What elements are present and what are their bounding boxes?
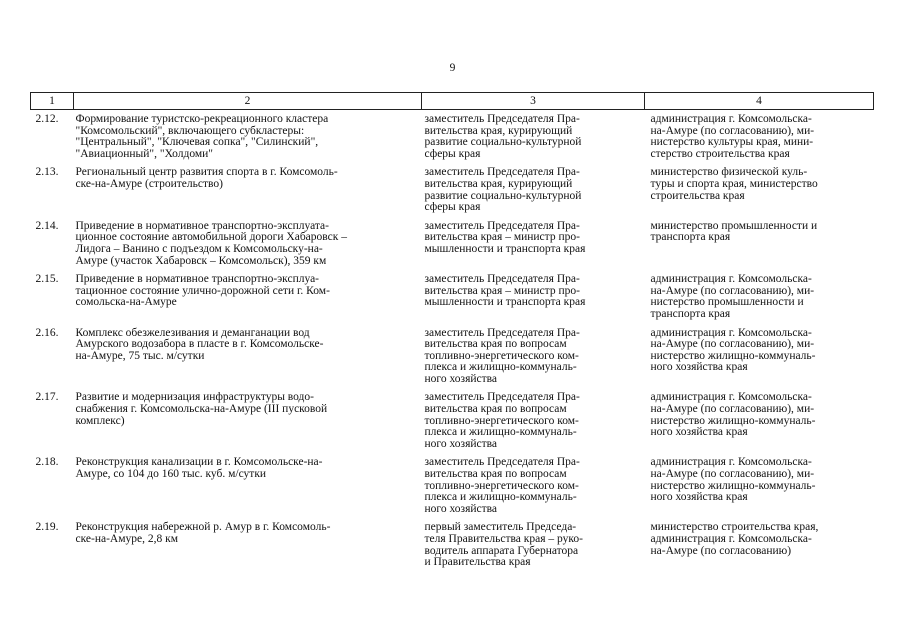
measure-name-line: "Авиационный", "Холдоми" [75, 147, 214, 160]
measure-number: 2.16. [35, 326, 59, 339]
measure-name-line: тационное состояние улично-дорожной сети г. Ком- [75, 284, 330, 297]
measure-name [74, 457, 422, 515]
executors [645, 392, 874, 450]
responsible-official-line: топливно-энергетического ком- [424, 414, 579, 427]
responsible-official-line: развитие социально-культурной [424, 136, 582, 149]
executors-line: нистерство жилищно-коммуналь- [650, 414, 816, 427]
measure-name-line: снабжения г. Комсомольска-на-Амуре (III пусковой [75, 403, 328, 416]
executors-line: администрация г. Комсомольска- [650, 326, 812, 339]
measure-name-line: Приведение в нормативное транспортно-эксплуа- [75, 273, 319, 286]
responsible-official-line: заместитель Председателя Пра- [424, 326, 580, 339]
measure-name-line: Развитие и модернизация инфраструктуры водо- [75, 391, 314, 404]
table-row [31, 392, 874, 450]
header-col-2: 2 [74, 93, 422, 110]
responsible-official-line: заместитель Председателя Пра- [424, 166, 580, 179]
executors-line: администрация г. Комсомольска- [650, 533, 812, 545]
measure-number: 2.12. [35, 113, 59, 125]
executors-line: транспорта края [650, 231, 731, 244]
executors-line: нистерство промышленности и [650, 296, 804, 309]
measure-name [74, 392, 422, 450]
measure-number: 2.18. [35, 456, 59, 469]
responsible-official [422, 221, 645, 267]
responsible-official-line: плекса и жилищно-коммуналь- [424, 491, 577, 504]
executors-line: министерство промышленности и [650, 219, 818, 232]
measure-name-line: ске-на-Амуре (строительство) [75, 177, 223, 190]
responsible-official-line: топливно-энергетического ком- [424, 479, 579, 492]
measure-number: 2.19. [35, 521, 59, 534]
executors-line: ного хозяйства края [650, 491, 748, 504]
measure-number: 2.14. [35, 219, 59, 232]
executors-line: ного хозяйства края [650, 361, 748, 374]
responsible-official-line: сферы края [424, 201, 481, 214]
executors-line: администрация г. Комсомольска- [650, 273, 812, 286]
responsible-official-line: водитель аппарата Губернатора [424, 544, 579, 557]
header-col-4: 4 [645, 93, 874, 110]
measure-name-line: Комплекс обезжелезивания и деманганации вод [75, 326, 310, 339]
measure-name-line: Приведение в нормативное транспортно-эксплуата- [75, 219, 329, 232]
measure-number: 2.13. [35, 166, 59, 179]
measures-table [30, 92, 874, 569]
responsible-official-line: заместитель Председателя Пра- [424, 273, 580, 286]
measure-number: 2.17. [35, 391, 59, 404]
executors-line: ного хозяйства края [650, 426, 748, 439]
measure-name-line: на-Амуре, 75 тыс. м/сутки [75, 349, 205, 362]
executors [645, 114, 874, 160]
responsible-official-line: заместитель Председателя Пра- [424, 113, 580, 125]
responsible-official-line: первый заместитель Председа- [424, 521, 577, 534]
responsible-official-line: вительства края, курирующий [424, 177, 573, 190]
header-col-3: 3 [422, 93, 645, 110]
executors-line: министерство строительства края, [650, 521, 819, 534]
responsible-official-line: мышленности и транспорта края [424, 296, 586, 309]
responsible-official-line: вительства края – министр про- [424, 231, 580, 244]
measure-name-line: Реконструкция канализации в г. Комсомольске-на- [75, 456, 323, 469]
responsible-official-line: плекса и жилищно-коммуналь- [424, 361, 577, 374]
measure-name-line: "Комсомольский", включающего субкластеры: [75, 124, 305, 137]
executors-line: министерство физической куль- [650, 166, 808, 179]
responsible-official-line: заместитель Председателя Пра- [424, 456, 580, 469]
measure-name-line: сомольска-на-Амуре [75, 296, 177, 309]
executors-line: туры и спорта края, министерство [650, 177, 818, 190]
responsible-official [422, 457, 645, 515]
table-body [31, 110, 874, 569]
table-row [31, 328, 874, 386]
responsible-official [422, 392, 645, 450]
table-row [31, 522, 874, 568]
header-col-1: 1 [31, 93, 74, 110]
executors [645, 457, 874, 515]
executors-line: на-Амуре (по согласованию), ми- [650, 338, 815, 351]
responsible-official [422, 328, 645, 386]
measure-name-line: Амуре, со 104 до 160 тыс. куб. м/сутки [75, 468, 267, 481]
executors-line: транспорта края [650, 307, 731, 320]
responsible-official-line: плекса и жилищно-коммуналь- [424, 426, 577, 439]
responsible-official-line: сферы края [424, 147, 481, 160]
table-row [31, 221, 874, 267]
measure-name-line: комплекс) [75, 414, 125, 427]
executors [645, 167, 874, 213]
responsible-official-line: топливно-энергетического ком- [424, 349, 579, 362]
executors-line: нистерство культуры края, мини- [650, 136, 814, 149]
measure-name-line: Амурского водозабора в пласте в г. Комсомольске- [75, 338, 324, 351]
responsible-official-line: вительства края по вопросам [424, 403, 567, 416]
responsible-official-line: вительства края по вопросам [424, 468, 567, 481]
executors-line: администрация г. Комсомольска- [650, 391, 812, 404]
measure-name-line: ске-на-Амуре, 2,8 км [75, 533, 178, 545]
responsible-official [422, 522, 645, 568]
executors-line: на-Амуре (по согласованию), ми- [650, 468, 815, 481]
measure-name-line: "Центральный", "Ключевая сопка", "Силинский", [75, 136, 319, 149]
table-header-row [31, 93, 874, 110]
executors-line: нистерство жилищно-коммуналь- [650, 479, 816, 492]
table-row [31, 167, 874, 213]
page-number: 9 [449, 62, 456, 74]
responsible-official [422, 114, 645, 160]
measure-name [74, 328, 422, 386]
executors-line: администрация г. Комсомольска- [650, 456, 812, 469]
executors [645, 522, 874, 568]
table-row [31, 274, 874, 320]
responsible-official-line: заместитель Председателя Пра- [424, 219, 580, 232]
measure-number: 2.15. [35, 273, 59, 286]
responsible-official-line: ного хозяйства [424, 502, 498, 515]
responsible-official-line: вительства края по вопросам [424, 338, 567, 351]
executors [645, 221, 874, 267]
responsible-official-line: вительства края, курирующий [424, 124, 573, 137]
executors-line: на-Амуре (по согласованию), ми- [650, 124, 815, 137]
measure-name [74, 274, 422, 320]
responsible-official-line: и Правительства края [424, 556, 531, 569]
responsible-official-line: мышленности и транспорта края [424, 242, 586, 255]
measure-name [74, 221, 422, 267]
table-row [31, 457, 874, 515]
executors [645, 328, 874, 386]
responsible-official-line: вительства края – министр про- [424, 284, 580, 297]
executors-line: на-Амуре (по согласованию), ми- [650, 403, 815, 416]
measure-name [74, 167, 422, 213]
executors [645, 274, 874, 320]
executors-line: администрация г. Комсомольска- [650, 113, 812, 125]
measure-name [74, 114, 422, 160]
responsible-official [422, 167, 645, 213]
executors-line: на-Амуре (по согласованию), ми- [650, 284, 815, 297]
executors-line: строительства края [650, 189, 745, 202]
responsible-official [422, 274, 645, 320]
executors-line: на-Амуре (по согласованию) [650, 544, 792, 557]
measure-name-line: Амуре (участок Хабаровск – Комсомольск), 359 км [75, 254, 327, 267]
executors-line: стерство строительства края [650, 147, 790, 160]
measure-name-line: Региональный центр развития спорта в г. Комсомоль- [75, 166, 338, 179]
table-row [31, 114, 874, 160]
measure-name-line: ционное состояние автомобильной дороги Хабаровск – [75, 231, 347, 244]
responsible-official-line: ного хозяйства [424, 437, 498, 450]
measure-name-line: Лидога – Ванино с подъездом к Комсомольску-на- [75, 242, 323, 255]
responsible-official-line: развитие социально-культурной [424, 189, 582, 202]
measure-name-line: Реконструкция набережной р. Амур в г. Комсомоль- [75, 521, 331, 534]
executors-line: нистерство жилищно-коммуналь- [650, 349, 816, 362]
responsible-official-line: ного хозяйства [424, 372, 498, 385]
measure-name-line: Формирование туристско-рекреационного кластера [75, 113, 329, 125]
responsible-official-line: теля Правительства края – руко- [424, 533, 583, 545]
measure-name [74, 522, 422, 568]
responsible-official-line: заместитель Председателя Пра- [424, 391, 580, 404]
